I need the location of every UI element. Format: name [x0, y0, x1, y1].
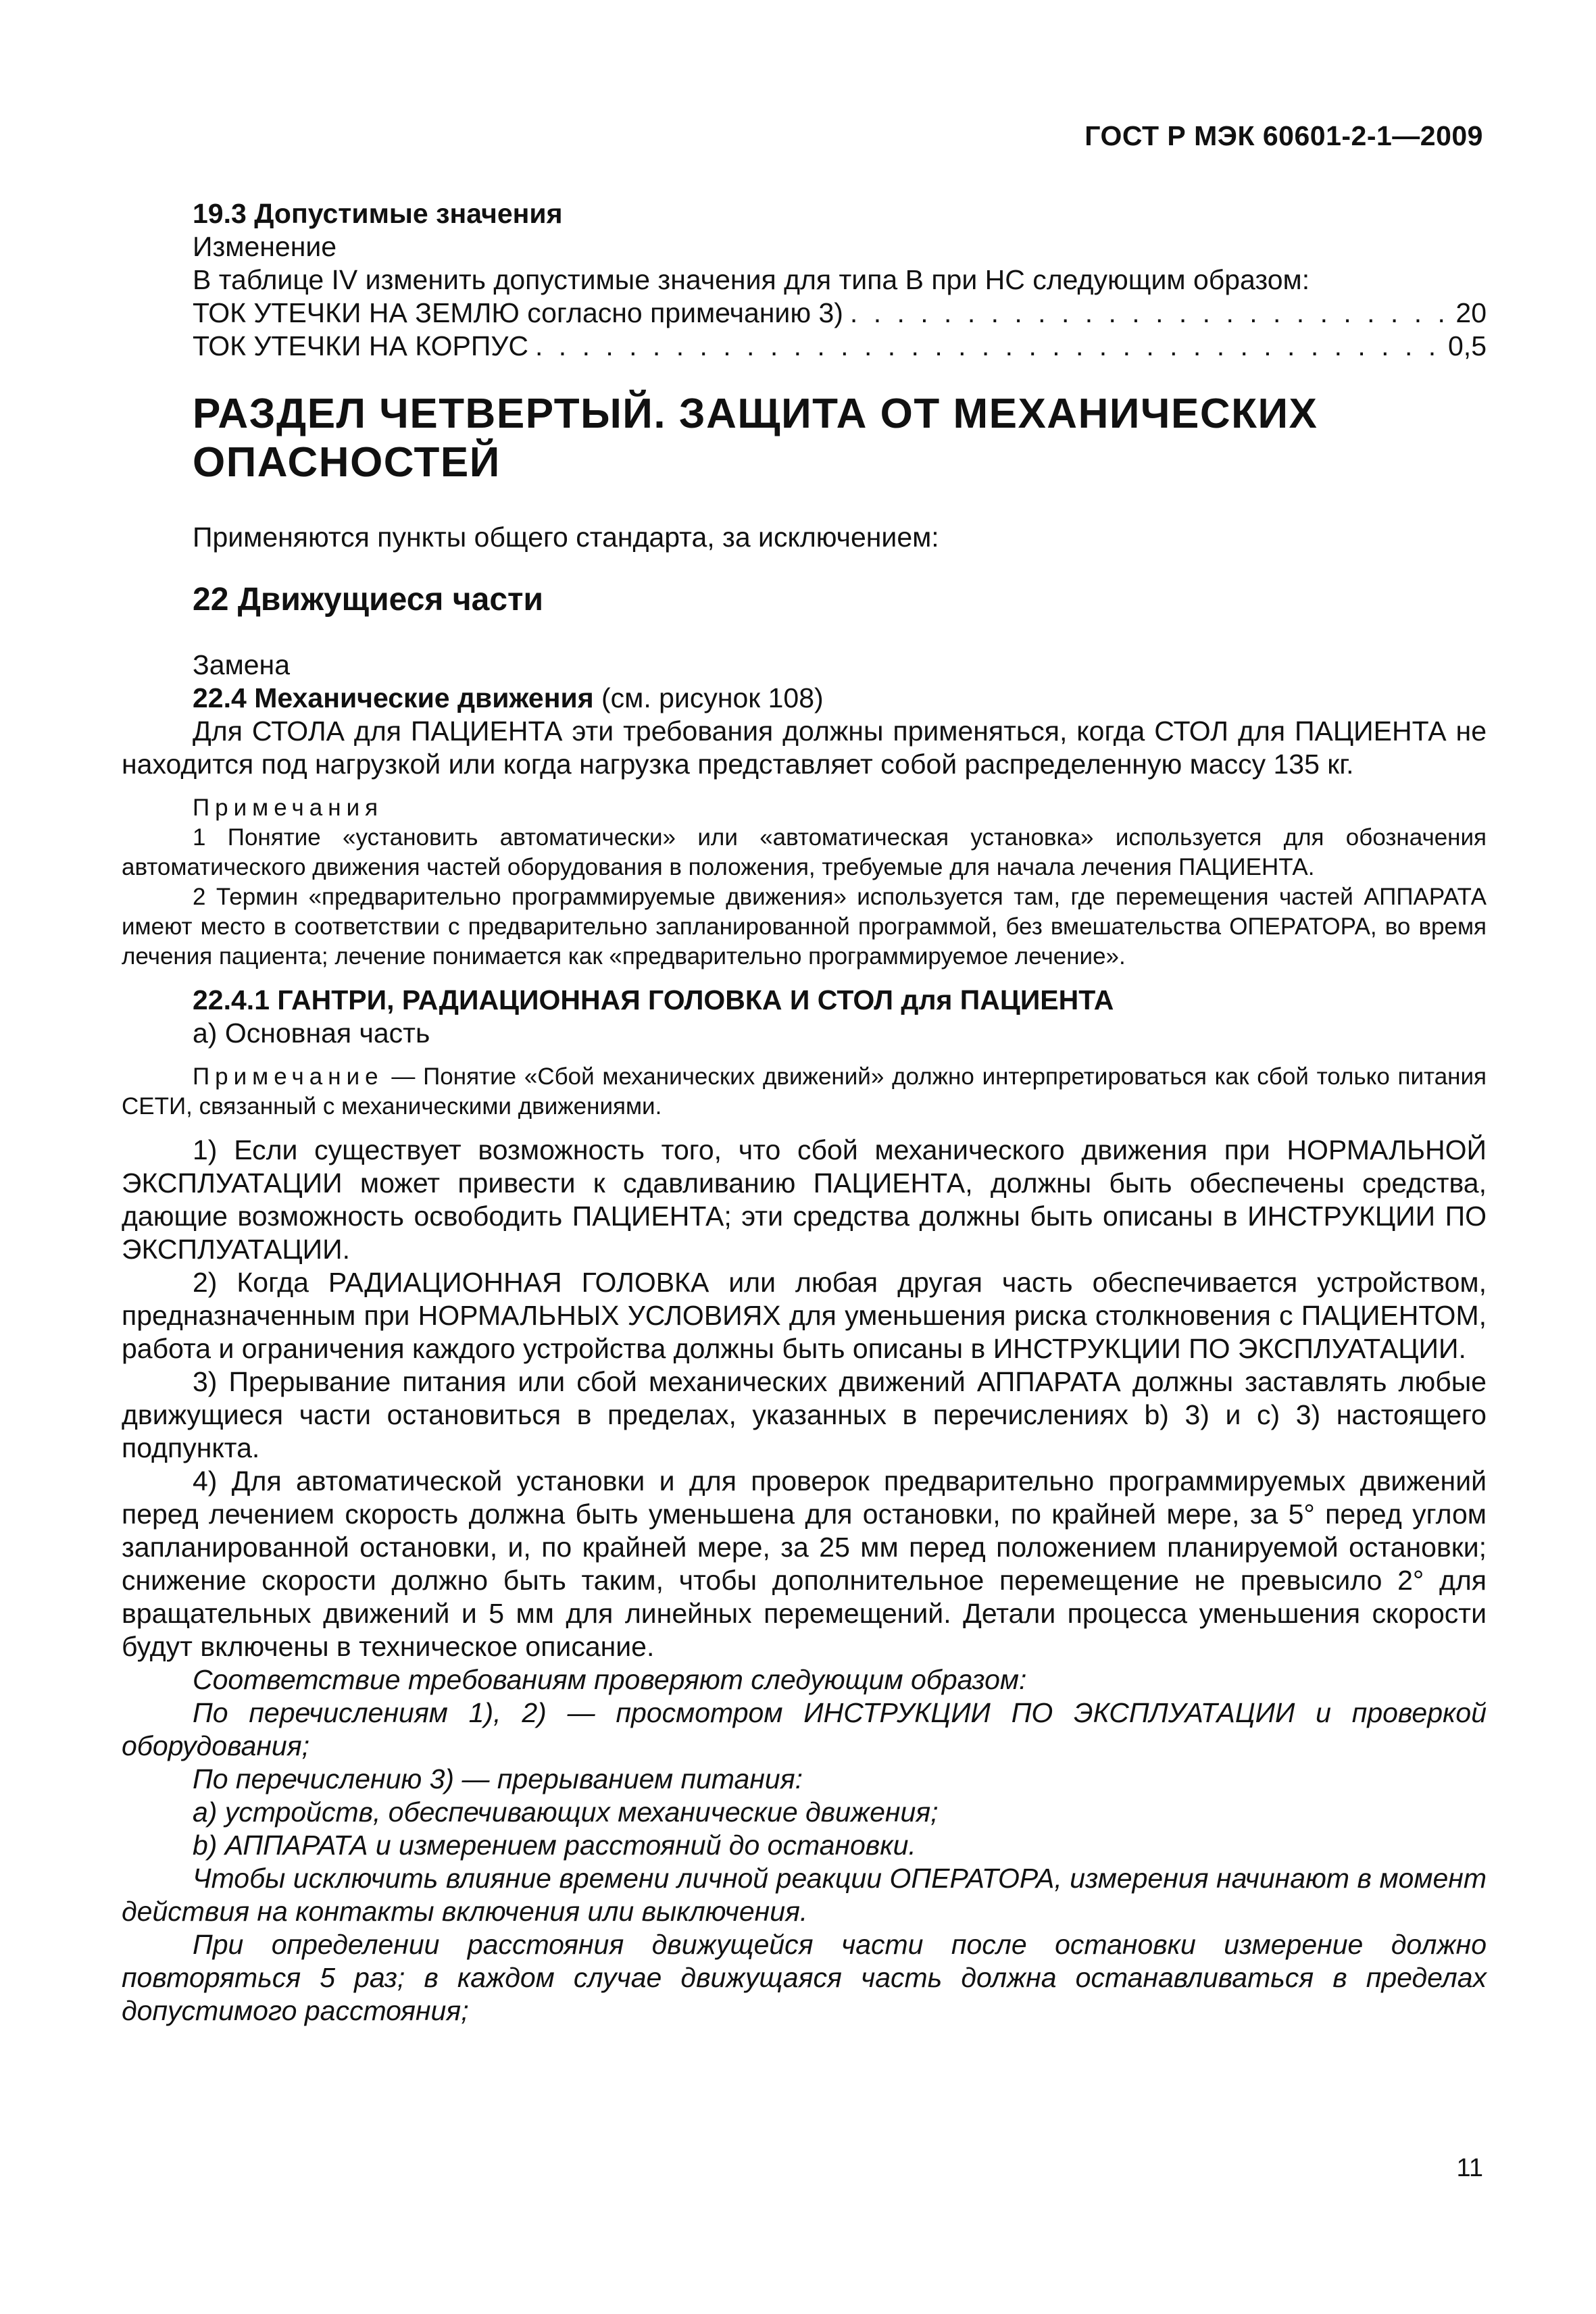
clause-22-4-1-title: 22.4.1 ГАНТРИ, РАДИАЦИОННАЯ ГОЛОВКА И СТОЛ для ПАЦИЕНТА	[193, 984, 1114, 1015]
section-heading-line2: ОПАСНОСТЕЙ	[193, 439, 501, 486]
section-heading	[122, 390, 1487, 487]
compliance-line: По перечислениям 1), 2) — просмотром ИНСТРУКЦИИ ПО ЭКСПЛУАТАЦИИ и проверкой оборудования;	[122, 1697, 1487, 1761]
clause-22-4-heading	[122, 682, 1487, 715]
leakage-row-earth	[122, 297, 1487, 330]
section-heading-line1: РАЗДЕЛ ЧЕТВЕРТЫЙ. ЗАЩИТА ОТ МЕХАНИЧЕСКИХ	[193, 391, 1318, 437]
note-label: Примечание	[193, 1063, 384, 1090]
leakage-row-value: 20	[1455, 297, 1487, 328]
compliance-line: При определении расстояния движущейся части после остановки измерение должно повторяться 5 раз; в каждом случае движущаяся часть должна останавливаться в пределах допустимого расстояния;	[122, 1929, 1487, 2026]
clause-22-4-text: Для СТОЛА для ПАЦИЕНТА эти требования должны применяться, когда СТОЛ для ПАЦИЕНТА не находится под нагрузкой или когда нагрузка представляет собой распределенную массу 135 кг.	[122, 715, 1487, 780]
leakage-row-enclosure	[122, 330, 1487, 363]
compliance-line: Соответствие требованиям проверяют следующим образом:	[193, 1664, 1027, 1695]
leader-dots	[850, 297, 1449, 330]
page-content	[122, 197, 1487, 2028]
list-item-3: 3) Прерывание питания или сбой механических движений АППАРАТА должны заставлять любые движущиеся части остановиться в пределах, указанных в перечислениях b) 3) и с) 3) настоящего подпункта.	[122, 1366, 1487, 1463]
note-text: — Понятие «Сбой механических движений» должно интерпретироваться как сбой только питания СЕТИ, связанный с механическими движениями.	[122, 1063, 1487, 1120]
list-item-4: 4) Для автоматической установки и для проверок предварительно программируемых движений перед лечением скорость должна быть уменьшена для остановки, по крайней мере, за 5° перед углом запланированной остановки, и, по крайней мере, за 25 мм перед положением планируемой остановки; снижение скорости должно быть таким, чтобы дополнительное перемещение не превысило 2° для вращательных движений и 5 мм для линейных перемещений. Детали процесса уменьшения скорости будут включены в техническое описание.	[122, 1465, 1487, 1662]
clause-22-4-title: 22.4 Механические движения	[193, 682, 594, 713]
compliance-line: b) АППАРАТА и измерением расстояний до остановки.	[193, 1830, 916, 1861]
notes-label: Примечания	[193, 795, 384, 821]
compliance-line: Чтобы исключить влияние времени личной реакции ОПЕРАТОРА, измерения начинают в момент действия на контакты включения или выключения.	[122, 1863, 1487, 1927]
page-number: 11	[1456, 2154, 1483, 2182]
compliance-line: По перечислению 3) — прерыванием питания:	[193, 1763, 803, 1794]
note-2: 2 Термин «предварительно программируемые движения» используется там, где перемещения частей АППАРАТА имеют место в соответствии с предварительно запланированной программой, без вмешательства ОПЕРАТОРА, во время лечения пациента; лечение понимается как «предварительно программируемое лечение».	[122, 884, 1487, 970]
standard-header: ГОСТ Р МЭК 60601-2-1—2009	[1084, 120, 1483, 151]
clause-22-4-1-sub-a: а) Основная часть	[193, 1017, 430, 1049]
clause-19-3-title: 19.3 Допустимые значения	[193, 198, 563, 229]
clause-19-3-change: Изменение	[193, 231, 337, 262]
list-item-1: 1) Если существует возможность того, что сбой механического движения при НОРМАЛЬНОЙ ЭКСПЛУАТАЦИИ может привести к сдавливанию ПАЦИЕНТА, должны быть обеспечены средства, дающие возможность освободить ПАЦИЕНТА; эти средства должны быть описаны в ИНСТРУКЦИИ ПО ЭКСПЛУАТАЦИИ.	[122, 1134, 1487, 1265]
list-item-2: 2) Когда РАДИАЦИОННАЯ ГОЛОВКА или любая другая часть обеспечивается устройством, предназначенным при НОРМАЛЬНЫХ УСЛОВИЯХ для уменьшения риска столкновения с ПАЦИЕНТОМ, работа и ограничения каждого устройства должны быть описаны в ИНСТРУКЦИИ ПО ЭКСПЛУАТАЦИИ.	[122, 1267, 1487, 1364]
clause-22-4-1-note	[122, 1062, 1487, 1122]
leakage-row-label: ТОК УТЕЧКИ НА КОРПУС	[193, 330, 529, 361]
clause-22-replacement: Замена	[193, 649, 291, 680]
compliance-line: а) устройств, обеспечивающих механические движения;	[193, 1796, 939, 1828]
section-intro: Применяются пункты общего стандарта, за исключением:	[193, 522, 939, 553]
leader-dots	[535, 330, 1441, 363]
leakage-row-label: ТОК УТЕЧКИ НА ЗЕМЛЮ согласно примечанию 3)	[193, 297, 843, 328]
clause-22-4-ref: (см. рисунок 108)	[593, 682, 824, 713]
clause-22-title: 22 Движущиеся части	[193, 582, 544, 618]
note-1: 1 Понятие «установить автоматически» или «автоматическая установка» используется для обозначения автоматического движения частей оборудования в положения, требуемые для начала лечения ПАЦИЕНТА.	[122, 824, 1487, 880]
leakage-row-value: 0,5	[1448, 330, 1487, 361]
clause-19-3-text: В таблице IV изменить допустимые значения для типа В при НС следующим образом:	[193, 264, 1310, 295]
